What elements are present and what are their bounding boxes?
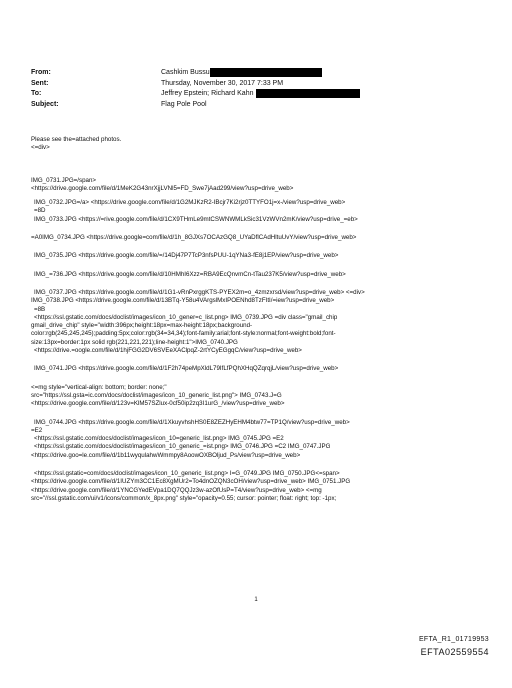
body-line: IMG_=736.JPG <https://drive.google.com/file/d/10HMhI6Xzz=RBA9EcQnvmCn-tTau237K5/view?usp=drive_web>	[34, 270, 346, 278]
sent-label: Sent:	[31, 79, 49, 87]
body-line: <https://ssl.gstatic.com/docs/doclist/images/icon_10_generic_=ist.png> IMG_0746.JPG =C2 IMG_0747.JPG	[34, 443, 331, 451]
body-line: <https://drive.=oogle.com/file/d/1hjFGG2DV6SVEeXAClpqZ-2rtYCyEGgqC/view?usp=drive_web>	[34, 347, 302, 355]
body-line: IMG_0733.JPG <https://=rive.google.com/file/d/1CX9THmLe9mtCSWNWMLkSic31VzWVn2mK/view?usp=drive_=eb>	[34, 215, 358, 223]
body-line: Please see the=attached photos.	[31, 136, 122, 143]
body-line: <https://ssl.gstatic.com/docs/doclist/images/icon_10_gener=c_list.png> IMG_0739.JPG =div class="gmail_chip	[34, 313, 338, 321]
email-header	[31, 68, 360, 110]
body-line: <https://drive.google.com/file/d/1IUZYm3CC1Ec8XgMUr2=To4dnOZQN3cOH/view?usp=drive_web> IMG_0751.JPG	[31, 478, 351, 486]
body-line: src="//ssl.gstatic.com/ui/v1/icons/common/x_8px.png" style="opacity=0.55; cursor: pointer; float: right; top: -1px;	[31, 494, 337, 502]
from-label: From:	[31, 69, 51, 76]
page-number: 1	[254, 597, 258, 603]
body-line: IMG_0735.JPG <https://drive.google.com/file/=/14Dj47P7TcP3nfsPUU-1qYNa3-fE8j1EP/view?usp=drive_web>	[34, 252, 339, 260]
sent-row	[31, 79, 360, 90]
body-line: <https://drive.google.com/file/d/123v=KlM57SZlux-0cf50ip2zq3I1urG_/view?usp=drive_web>	[31, 400, 285, 408]
body-line: =8D	[34, 207, 46, 215]
to-row	[31, 89, 360, 100]
body-line: =E2	[31, 426, 43, 434]
to-value: Jeffrey Epstein; Richard Kahn	[161, 90, 254, 97]
body-line: <https://drive.google.com/file/d/1MeK2G43nrXjjLVNl5=FD_Swe7jAad299/view?usp=drive_web>	[31, 184, 294, 192]
bates-number-large: EFTA02559554	[420, 647, 489, 657]
bates-number-small: EFTA_R1_01719953	[418, 636, 489, 643]
body-line: <=mg style="vertical-align: bottom; border: none;"	[31, 383, 167, 391]
body-line: gmail_drive_chip" style="width:396px;height:18px=max-height:18px;background-	[31, 322, 253, 330]
body-line: IMG_0731.JPG=/span>	[31, 176, 97, 184]
sent-value: Thursday, November 30, 2017 7:33 PM	[161, 79, 284, 87]
redaction-box	[210, 68, 322, 77]
body-line: IMG_0737.JPG <https://drive.google.com/file/d/1G1-vRnPxrggKTS-PYEX2m=o_4zmzxrsd/view?usp=drive_web> <=div>	[34, 288, 365, 296]
subject-row	[31, 100, 360, 111]
body-line: IMG_0741.JPG <https://drive.google.com/file/d/1F2h74peMpXldL79IfLfPQhXHqQZqrqjL/view?usp=drive_web>	[34, 365, 339, 373]
body-line: =8B	[34, 305, 46, 313]
body-line: <=div>	[31, 144, 50, 152]
subject-label: Subject:	[31, 100, 59, 108]
body-line: size:13px=border:1px solid rgb(221,221,221);line-height:1">IMG_0740.JPG	[31, 338, 238, 346]
redaction-box	[256, 89, 360, 98]
body-line: =A0IMG_0734.JPG <https://drive.google=com/file/d/1h_8GJXs7OCAzGQ8_UYaDflCAdHltuUvY/view?usp=drive_web>	[31, 234, 357, 242]
body-line: IMG_0738.JPG <https://drive.google.com/file/d/13BTq-Y58u4VArgslMxIPOENhd8TzFItI/=iew?usp=drive_web>	[31, 297, 335, 305]
body-line: <https://ssl.gstatic=com/docs/doclist/images/icon_10_generic_list.png> I=G_0749.JPG IMG_0750.JPG<=span>	[34, 470, 340, 478]
from-value: Cashkim Bussu	[161, 69, 210, 76]
to-label: To:	[31, 90, 42, 97]
subject-value: Flag Pole Pool	[161, 100, 207, 108]
body-line: <https://drive.google.com/file/d/1YNCGYedEVpa1DQ7QQJz3w-azOfUsP=T4/view?usp=drive_web> <=mg	[31, 486, 322, 494]
body-line: <https://ssl.gstatic.com/docs/doclist/images/icon_10=generic_list.png> IMG_0745.JPG =E2	[34, 435, 284, 443]
body-line: color:rgb(245,245,245);padding:5px;color:rgb(34=34,34);font-family:arial;font-style:normal;font-weight:bold;font-	[31, 330, 336, 338]
body-line: IMG_0732.JPG=/a> <https://drive.google.com/file/d/1G2MJKzR2-IBcjr7Ki2rjz0TTYFO1j=x-/view?usp=drive_web>	[34, 199, 346, 207]
from-row	[31, 68, 360, 79]
body-line: <https://drive.goo=le.com/file/d/1b11wyqulahwWmmpy8AoowOXBOljud_Ps/view?usp=drive_web>	[31, 451, 301, 459]
body-line: src="https://ssl.gsta=ic.com/docs/doclist/images/icon_10_generic_list.png"> IMG_0743.J=G	[31, 391, 282, 399]
body-line: IMG_0744.JPG <https://drive.google.com/file/d/1XkuyvhshHS0E8ZEZHyEHM4btw77=TP1Q/view?usp=drive_web>	[34, 418, 350, 426]
email-body	[31, 136, 486, 503]
